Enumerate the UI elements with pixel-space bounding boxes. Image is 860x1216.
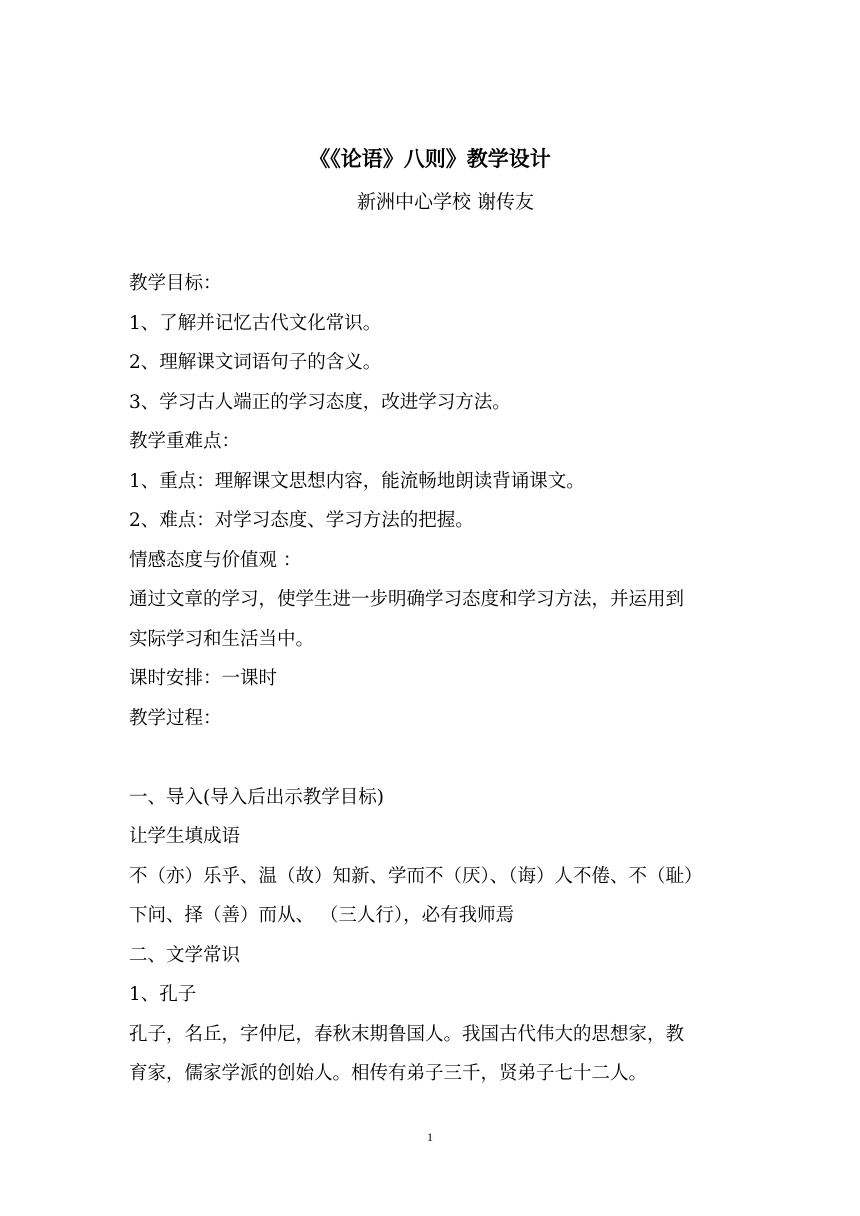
objective-item: 1、了解并记忆古代文化常识。 <box>129 312 382 334</box>
objectives-heading: 教学目标： <box>129 273 222 294</box>
values-heading: 情感态度与价值观 ： <box>129 549 302 571</box>
values-line: 实际学习和生活当中。 <box>129 628 315 650</box>
step2-heading: 二、文学常识 <box>129 944 241 966</box>
document-author: 新洲中心学校 谢传友 <box>357 191 535 213</box>
step1-intro: 让学生填成语 <box>129 826 241 847</box>
step2-subheading: 1、孔子 <box>129 984 197 1005</box>
process-heading: 教学过程： <box>129 707 222 729</box>
page-number: 1 <box>427 1130 433 1144</box>
document-title: 《《论语》八则》教学设计 <box>309 147 551 171</box>
keypoint-item: 2、难点：对学习态度、学习方法的把握。 <box>129 510 474 531</box>
document-body <box>129 264 749 1094</box>
keypoint-item: 1、重点：理解课文思想内容，能流畅地朗读背诵课文。 <box>129 470 585 492</box>
step2-line: 孔子，名丘，字仲尼，春秋末期鲁国人。我国古代伟大的思想家，教 <box>129 1023 685 1045</box>
step1-line: 不（亦）乐乎、温（故）知新、学而不（厌）、（诲）人不倦、不（耻） <box>129 865 703 887</box>
step1-line: 下问、择（善）而从、 （三人行），必有我师焉 <box>129 905 515 926</box>
values-line: 通过文章的学习，使学生进一步明确学习态度和学习方法，并运用到 <box>129 589 685 610</box>
blank-line <box>129 738 749 778</box>
step2-line: 育家，儒家学派的创始人。相传有弟子三千，贤弟子七十二人。 <box>129 1063 648 1084</box>
objective-item: 2、理解课文词语句子的含义。 <box>129 352 382 373</box>
schedule-line: 课时安排：一课时 <box>129 668 278 689</box>
objective-item: 3、学习古人端正的学习态度，改进学习方法。 <box>129 391 511 413</box>
step1-heading: 一、导入(导入后出示教学目标) <box>129 786 384 808</box>
keypoints-heading: 教学重难点： <box>129 431 241 452</box>
